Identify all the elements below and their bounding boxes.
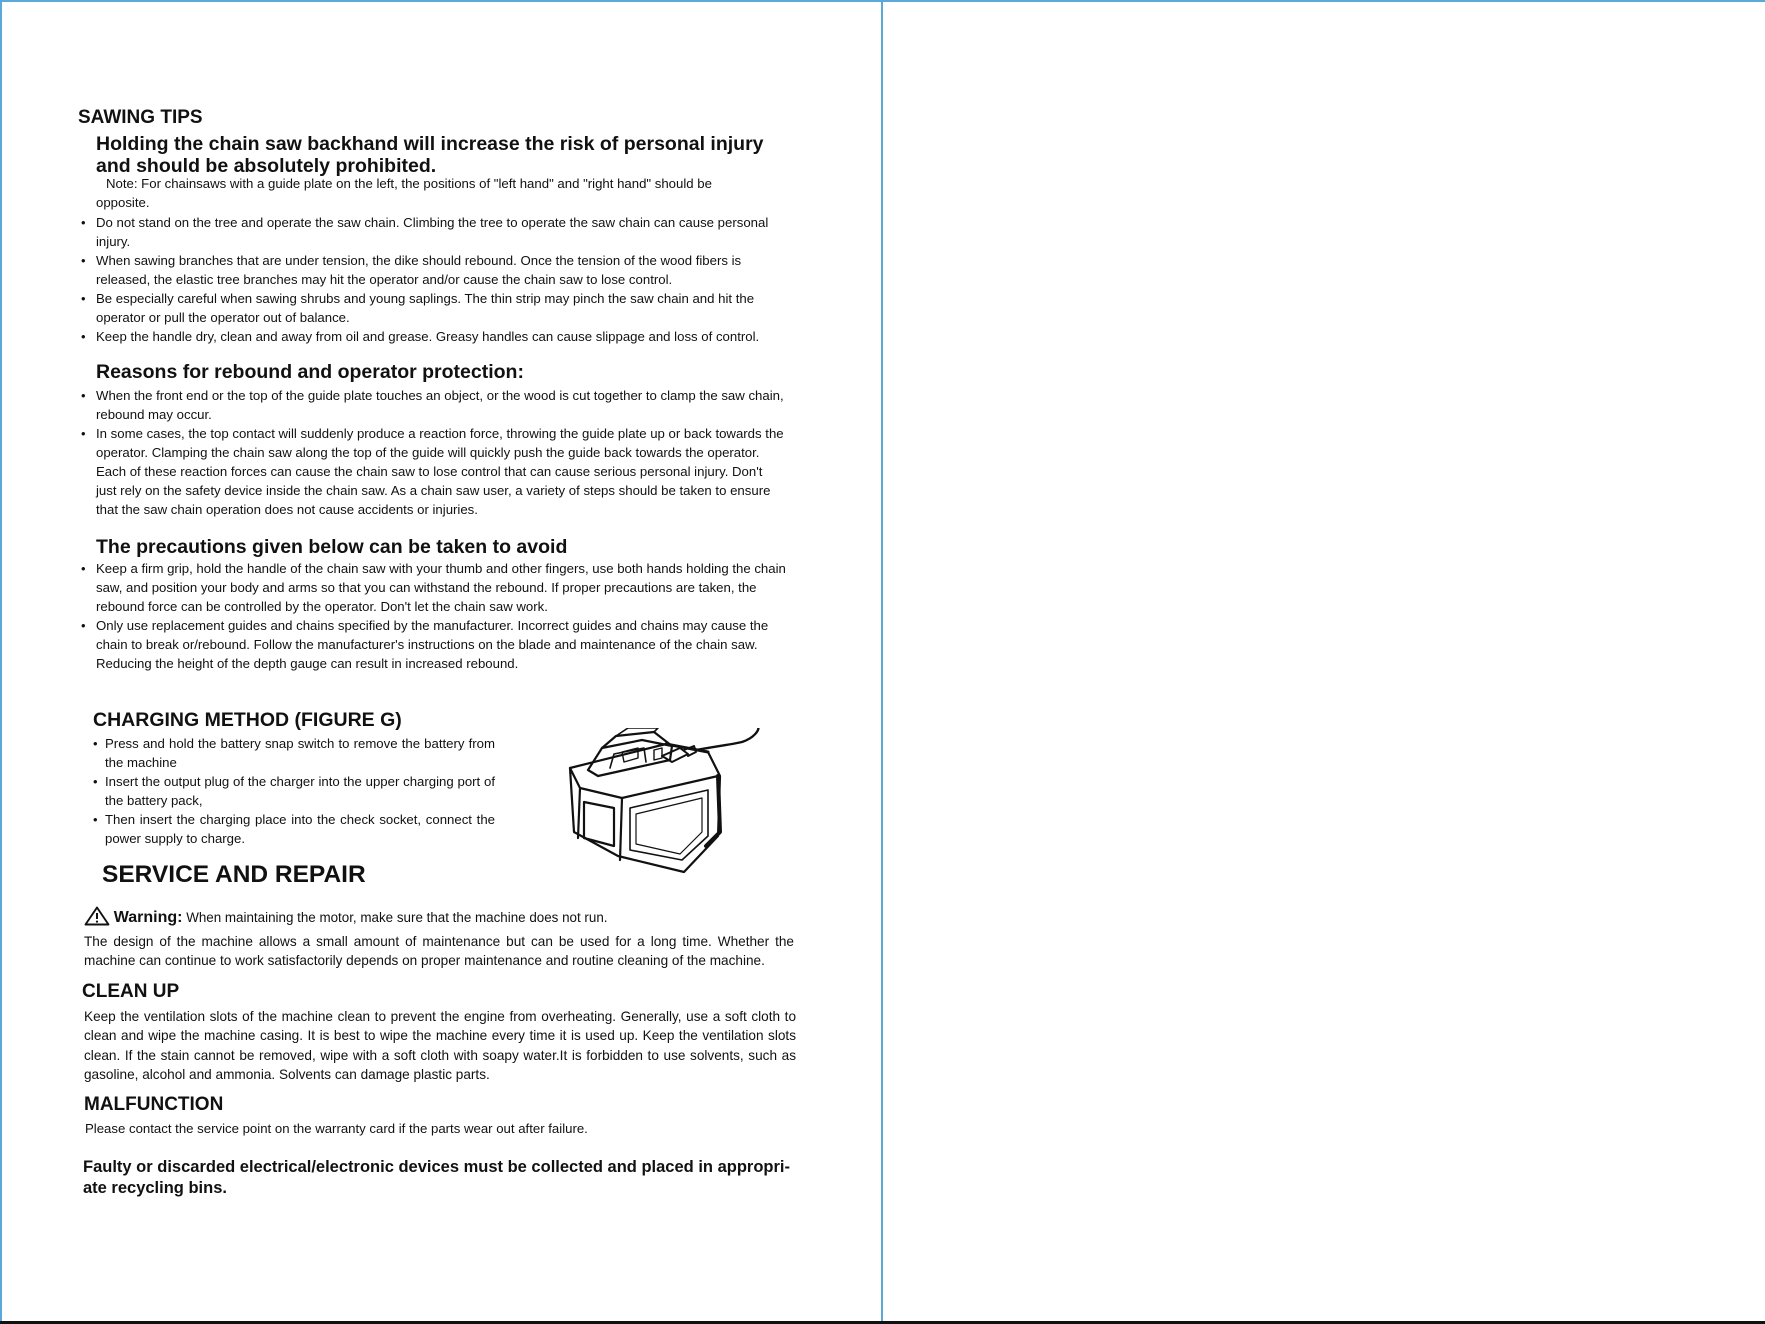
list-item: • Do not stand on the tree and operate the saw chain. Climbing the tree to operate the saw chain can cause personal injury. [81,215,769,249]
cleanup-heading: CLEAN UP [82,981,180,1002]
rebound-heading: Reasons for rebound and operator protection: [96,361,524,383]
sawing-tips-heading: SAWING TIPS [78,107,203,128]
malfunction-heading: MALFUNCTION [84,1094,224,1115]
cleanup-paragraph: Keep the ventilation slots of the machine clean to prevent the engine from overheating. Generally, use a soft cloth to clean and wipe the machine casing. It is best to wipe the machine every time it is used up. Keep the ventilation slots clean. If the stain cannot be removed, wipe with a soft cloth with soapy water.It is forbidden to use solvents, such as gasoline, alcohol and ammonia. Solvents can damage plastic parts. [84,1009,796,1082]
list-item: • Insert the output plug of the charger into the upper charging port of the battery pack, [93,774,495,808]
list-item: • Only use replacement guides and chains specified by the manufacturer. Incorrect guides and chains may cause the chain to break or/rebound. Follow the manufacturer's instructions on the blade and maintenance of the chain saw. Reducing the height of the depth gauge can result in increased rebound. [81,618,769,671]
right-page-blank [883,0,1765,1324]
sawing-note: Note: For chainsaws with a guide plate on the left, the positions of "left hand" and "right hand" should be opposite. [96,176,712,210]
charging-heading: CHARGING METHOD (FIGURE G) [93,709,402,731]
warning-label: Warning: [113,909,183,926]
list-item: • Press and hold the battery snap switch to remove the battery from the machine [93,736,495,770]
battery-charger-illustration [558,728,778,876]
list-item: • Be especially careful when sawing shrubs and young saplings. The thin strip may pinch the saw chain and hit the operator or pull the operator out of balance. [81,291,755,325]
warning-text: When maintaining the motor, make sure that the machine does not run. [186,910,608,925]
list-item: • When sawing branches that are under tension, the dike should rebound. Once the tension of the wood fibers is released, the elastic tree branches may hit the operator and/or cause the chain saw to lose control. [81,253,742,287]
list-item: • Keep the handle dry, clean and away from oil and grease. Greasy handles can cause slippage and loss of control. [81,329,760,344]
list-item: • In some cases, the top contact will suddenly produce a reaction force, throwing the guide plate up or back towards the operator. Clamping the chain saw along the top of the guide will quickly push the guide back towards the operator. Each of these reaction forces can cause the chain saw to lose control that can cause serious personal injury. Don't just rely on the safety device inside the chain saw. As a chain saw user, a variety of steps should be taken to ensure that the saw chain operation does not cause accidents or injuries. [81,426,784,517]
warning-line [84,906,804,928]
disposal-note: Faulty or discarded electrical/electronic devices must be collected and placed in appropri-ate recycling bins. [83,1158,790,1197]
warning-triangle-icon [84,906,110,926]
sawing-warning-subheading: Holding the chain saw backhand will increase the risk of personal injury and should be absolutely prohibited. [96,133,764,177]
list-item: • Keep a firm grip, hold the handle of the chain saw with your thumb and other fingers, use both hands holding the chain saw, and position your body and arms so that you can withstand the rebound. If proper precautions are taken, the rebound force can be controlled by the operator. Don't let the chain saw work. [81,561,786,614]
list-item: • Then insert the charging place into the check socket, connect the power supply to charge. [93,812,495,846]
service-paragraph: The design of the machine allows a small amount of maintenance but can be used for a long time. Whether the machine can continue to work satisfactorily depends on proper maintenance and routine cleaning of the machine. [84,934,794,969]
precautions-heading: The precautions given below can be taken to avoid [96,536,568,558]
rebound-bullet-list [81,386,786,519]
list-item: • When the front end or the top of the guide plate touches an object, or the wood is cut together to clamp the saw chain, rebound may occur. [81,388,784,422]
charging-bullet-list [93,734,495,848]
service-heading: SERVICE AND REPAIR [102,861,366,888]
precautions-bullet-list [81,559,786,673]
sawing-bullet-list [81,213,786,346]
malfunction-paragraph: Please contact the service point on the warranty card if the parts wear out after failure. [85,1121,588,1136]
left-page [0,0,882,1324]
